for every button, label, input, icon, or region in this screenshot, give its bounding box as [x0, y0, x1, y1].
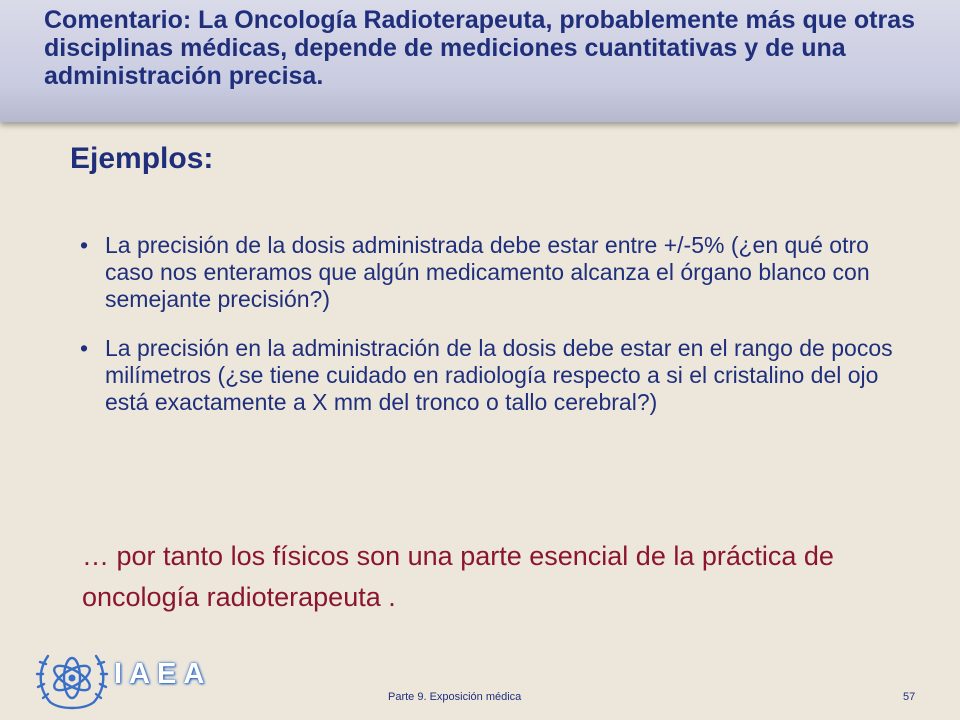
bullet-item [80, 335, 900, 416]
page-number: 57 [903, 691, 916, 703]
header-band [0, 0, 960, 122]
bullet-list [80, 232, 900, 438]
section-subtitle: Ejemplos: [70, 142, 214, 175]
bullet-text: La precisión de la dosis administrada debe estar entre +/-5% (¿en qué otro caso nos enteramos que algún medicamento alcanza el órgano blanco con semejante precisión?) [105, 232, 870, 312]
bullet-text: La precisión en la administración de la dosis debe estar en el rango de pocos milímetros (¿se tiene cuidado en radiología respecto a si el cristalino del ojo está exactamente a X mm del tronco o tallo cerebral?) [105, 335, 893, 415]
iaea-logo-icon [34, 642, 110, 712]
iaea-brand-text: IAEA [114, 658, 212, 690]
footer-section-label: Parte 9. Exposición médica [388, 691, 522, 703]
bullet-item [80, 232, 900, 313]
bullet-icon: • [80, 232, 89, 258]
conclusion-text: … por tanto los físicos son una parte esencial de la práctica de oncología radioterapeuta . [82, 541, 834, 612]
bullet-icon: • [80, 335, 89, 361]
slide-title: Comentario: La Oncología Radioterapeuta, probablemente más que otras disciplinas médicas, depende de mediciones cuantitativas y de una administración precisa. [44, 6, 915, 90]
